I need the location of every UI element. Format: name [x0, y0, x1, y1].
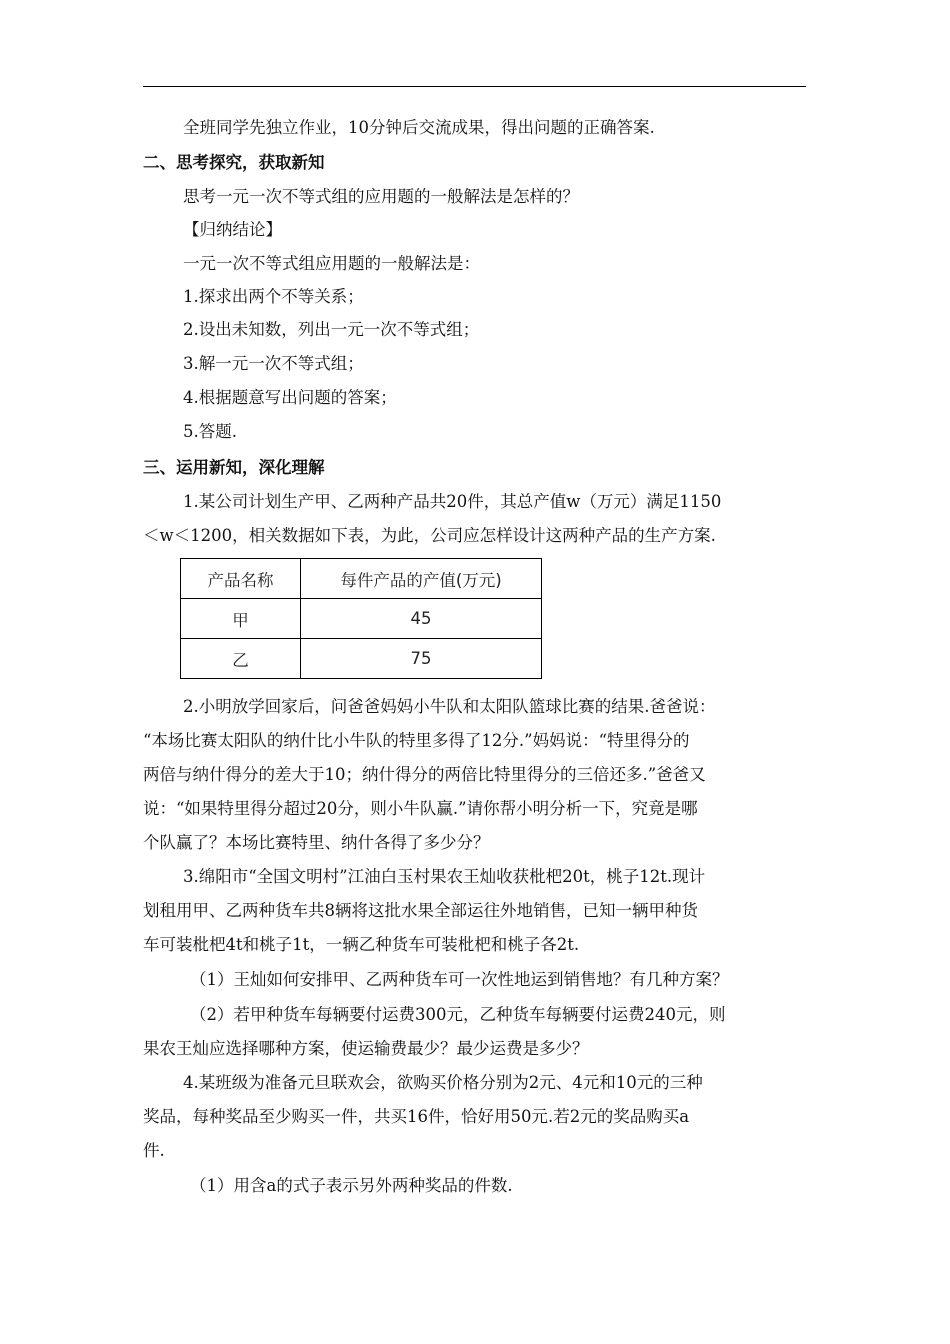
problem-2-line: 2.小明放学回家后，问爸爸妈妈小牛队和太阳队篮球比赛的结果.爸爸说：: [183, 697, 716, 716]
table-header-cell: 每件产品的产值(万元): [301, 559, 542, 599]
step-item: 4.根据题意写出问题的答案；: [183, 388, 397, 407]
problem-2-line: 两倍与纳什得分的差大于10；纳什得分的两倍比特里得分的三倍还多.”爸爸又: [143, 765, 706, 784]
product-table: [180, 558, 542, 679]
problem-4-question-1: （1）用含a的式子表示另外两种奖品的件数.: [190, 1176, 513, 1195]
header-rule: [143, 86, 806, 87]
problem-3-line: 划租用甲、乙两种货车共8辆将这批水果全部运往外地销售，已知一辆甲种货: [143, 901, 698, 920]
problem-2-line: 说：“如果特里得分超过20分，则小牛队赢.”请你帮小明分析一下，究竟是哪: [143, 799, 698, 818]
table-header-cell: 产品名称: [181, 559, 301, 599]
table-cell: 45: [301, 599, 542, 639]
intro-text: 全班同学先独立作业，10分钟后交流成果，得出问题的正确答案.: [183, 118, 655, 137]
step-item: 3.解一元一次不等式组；: [183, 354, 364, 373]
summary-label: 【归纳结论】: [183, 220, 282, 239]
step-item: 1.探求出两个不等关系；: [183, 287, 364, 306]
section-2-heading: 二、思考探究，获取新知: [143, 153, 325, 172]
problem-3-line: 3.绵阳市“全国文明村”江油白玉村果农王灿收获枇杷20t，桃子12t.现计: [183, 867, 706, 886]
section-2-question: 思考一元一次不等式组的应用题的一般解法是怎样的？: [183, 187, 579, 206]
summary-intro: 一元一次不等式组应用题的一般解法是：: [183, 254, 480, 273]
step-item: 5.答题.: [183, 422, 237, 441]
table-header-row: [181, 559, 542, 599]
problem-2-line: 个队赢了？本场比赛特里、纳什各得了多少分？: [143, 833, 490, 852]
table-row: [181, 639, 542, 679]
problem-1-line: 1.某公司计划生产甲、乙两种产品共20件，其总产值w（万元）满足1150: [183, 492, 722, 511]
problem-4-line: 件.: [143, 1141, 165, 1160]
problem-3-question-1: （1）王灿如何安排甲、乙两种货车可一次性地运到销售地？有几种方案？: [190, 970, 729, 989]
problem-3-question-2: 果农王灿应选择哪种方案，使运输费最少？最少运费是多少？: [143, 1039, 589, 1058]
problem-4-line: 4.某班级为准备元旦联欢会，欲购买价格分别为2元、4元和10元的三种: [183, 1073, 703, 1092]
section-3-heading: 三、运用新知，深化理解: [143, 458, 325, 477]
table-cell: 乙: [181, 639, 301, 679]
table-cell: 75: [301, 639, 542, 679]
problem-3-question-2: （2）若甲种货车每辆要付运费300元，乙种货车每辆要付运费240元，则: [190, 1005, 726, 1024]
step-item: 2.设出未知数，列出一元一次不等式组；: [183, 320, 480, 339]
problem-3-line: 车可装枇杷4t和桃子1t，一辆乙种货车可装枇杷和桃子各2t.: [143, 935, 580, 954]
problem-1-line: ＜w＜1200，相关数据如下表，为此，公司应怎样设计这两种产品的生产方案.: [143, 526, 716, 545]
problem-2-line: “本场比赛太阳队的纳什比小牛队的特里多得了12分.”妈妈说：“特里得分的: [143, 731, 690, 750]
problem-4-line: 奖品，每种奖品至少购买一件，共买16件，恰好用50元.若2元的奖品购买a: [143, 1107, 690, 1126]
table-cell: 甲: [181, 599, 301, 639]
table-row: [181, 599, 542, 639]
